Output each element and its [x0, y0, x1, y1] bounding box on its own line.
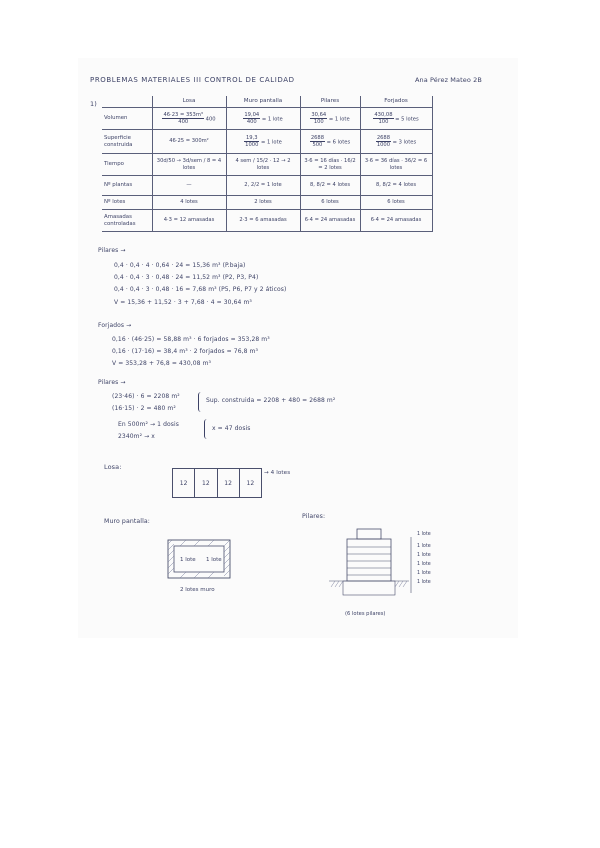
- losa-cell: 12: [246, 479, 255, 487]
- level-label: 1 lote: [417, 571, 431, 576]
- table-row: [102, 130, 432, 154]
- row-label: Nº plantas: [102, 176, 152, 196]
- calc-line: 0,4 · 0,4 · 4 · 0,64 · 24 = 15,36 m³ (P.baja): [114, 262, 246, 269]
- table-cell: 3·6 = 36 días · 36/2 = 6 lotes: [360, 154, 432, 176]
- losa-cell: 12: [195, 469, 217, 497]
- pilares-sketch-label: Pilares:: [302, 513, 326, 520]
- table-row: [102, 196, 432, 210]
- column-header: Pilares: [300, 96, 360, 108]
- column-header: Muro pantalla: [226, 96, 300, 108]
- row-label: Nº lotes: [102, 196, 152, 210]
- pilares-caption: (6 lotes pilares): [345, 611, 386, 617]
- muro-inner-right: 1 lote: [206, 557, 222, 563]
- section-heading: Pilares →: [98, 247, 126, 254]
- table-header-row: [102, 96, 432, 108]
- lots-table: [102, 96, 433, 232]
- level-label: 1 lote: [417, 532, 431, 537]
- table-cell: $\frac{\text{46·23 = 353m³}}{400}$ 400: [152, 108, 226, 130]
- table-cell: 6·4 = 24 amasadas: [300, 210, 360, 232]
- calc-line: 0,16 · (17·16) = 38,4 m³ · 2 forjados = 76,8 m³: [112, 348, 259, 355]
- losa-cell: 12: [173, 469, 195, 497]
- calc-line: En 500m² → 1 dosis: [118, 421, 179, 428]
- table-cell: 4·3 = 12 amasadas: [152, 210, 226, 232]
- calc-line: V = 15,36 + 11,52 · 3 + 7,68 · 4 = 30,64 m³: [114, 299, 252, 306]
- muro-inner-left: 1 lote: [180, 557, 196, 563]
- problem-number: 1): [90, 100, 97, 108]
- level-label: 1 lote: [417, 553, 431, 558]
- calc-line: (23·46) · 6 = 2208 m²: [112, 393, 180, 400]
- calc-line: 0,16 · (46·25) = 58,88 m³ · 6 forjados = 353,28 m³: [112, 336, 270, 343]
- row-label: Volumen: [102, 108, 152, 130]
- row-label: Amasadas controladas: [102, 210, 152, 232]
- calc-line: 0,4 · 0,4 · 3 · 0,48 · 16 = 7,68 m³ (P5, P6, P7 y 2 áticos): [114, 286, 287, 293]
- table-row: [102, 176, 432, 196]
- table-cell: 2·3 = 6 amasadas: [226, 210, 300, 232]
- table-row: [102, 154, 432, 176]
- level-label: 1 lote: [417, 562, 431, 567]
- table-row: [102, 108, 432, 130]
- level-label: 1 lote: [417, 580, 431, 585]
- author-name: Ana Pérez Mateo 2B: [415, 76, 482, 84]
- muro-caption: 2 lotes muro: [180, 587, 215, 593]
- section-heading: Forjados →: [98, 322, 132, 329]
- losa-cell: 12: [218, 469, 240, 497]
- section-heading: Pilares →: [98, 379, 126, 386]
- table-corner: [102, 96, 152, 108]
- muro-sketch-label: Muro pantalla:: [104, 518, 150, 525]
- table-cell: 6·4 = 24 amasadas: [360, 210, 432, 232]
- level-label: 1 lote: [417, 544, 431, 549]
- table-cell: $\frac{2688}{1000}$ = 3 lotes: [360, 130, 432, 154]
- table-cell: $\frac{30,64}{100}$ = 1 lote: [300, 108, 360, 130]
- table-cell: 6 lotes: [360, 196, 432, 210]
- muro-pantalla-sketch: [160, 536, 240, 596]
- calc-line: Sup. construida = 2208 + 480 = 2688 m²: [206, 397, 336, 404]
- brace: [204, 419, 210, 439]
- table-cell: 46·25 = 300m²: [152, 130, 226, 154]
- calc-line: x = 47 dosis: [212, 425, 251, 432]
- calc-line: V = 353,28 + 76,8 = 430,08 m³: [112, 360, 212, 367]
- calc-line: 0,4 · 0,4 · 3 · 0,48 · 24 = 11,52 m³ (P2, P3, P4): [114, 274, 259, 281]
- table-cell: 3·6 = 16 días · 16/2 = 2 lotes: [300, 154, 360, 176]
- document-title: PROBLEMAS MATERIALES III CONTROL DE CALIDAD: [90, 76, 295, 84]
- table-cell: 6 lotes: [300, 196, 360, 210]
- row-label: Superficie construida: [102, 130, 152, 154]
- table-cell: 30d/50 → 3d/sem / 8 = 4 lotes: [152, 154, 226, 176]
- calc-line: (16·15) · 2 = 480 m²: [112, 405, 176, 412]
- calc-line: 2340m² → x: [118, 433, 155, 440]
- table-cell: $\frac{430,08}{100}$ = 5 lotes: [360, 108, 432, 130]
- row-label: Tiempo: [102, 154, 152, 176]
- losa-sketch-note: → 4 lotes: [264, 470, 291, 476]
- table-cell: 2 lotes: [226, 196, 300, 210]
- table-row: [102, 210, 432, 232]
- table-cell: $\frac{19,04}{400}$ = 1 lote: [226, 108, 300, 130]
- table-cell: 8, 8/2 = 4 lotes: [360, 176, 432, 196]
- losa-sketch-label: Losa:: [104, 463, 122, 471]
- table-cell: $\frac{2688}{500}$ = 6 lotes: [300, 130, 360, 154]
- pilares-building-sketch: [325, 525, 475, 625]
- column-header: Forjados: [360, 96, 432, 108]
- losa-sketch: [172, 468, 262, 498]
- table-cell: $\frac{19,3}{1000}$ = 1 lote: [226, 130, 300, 154]
- table-cell: 4 sem / 15/2 · 12 → 2 lotes: [226, 154, 300, 176]
- brace: [198, 392, 204, 412]
- table-cell: 2, 2/2 = 1 lote: [226, 176, 300, 196]
- table-cell: 8, 8/2 = 4 lotes: [300, 176, 360, 196]
- table-cell: 4 lotes: [152, 196, 226, 210]
- table-cell: —: [152, 176, 226, 196]
- column-header: Losa: [152, 96, 226, 108]
